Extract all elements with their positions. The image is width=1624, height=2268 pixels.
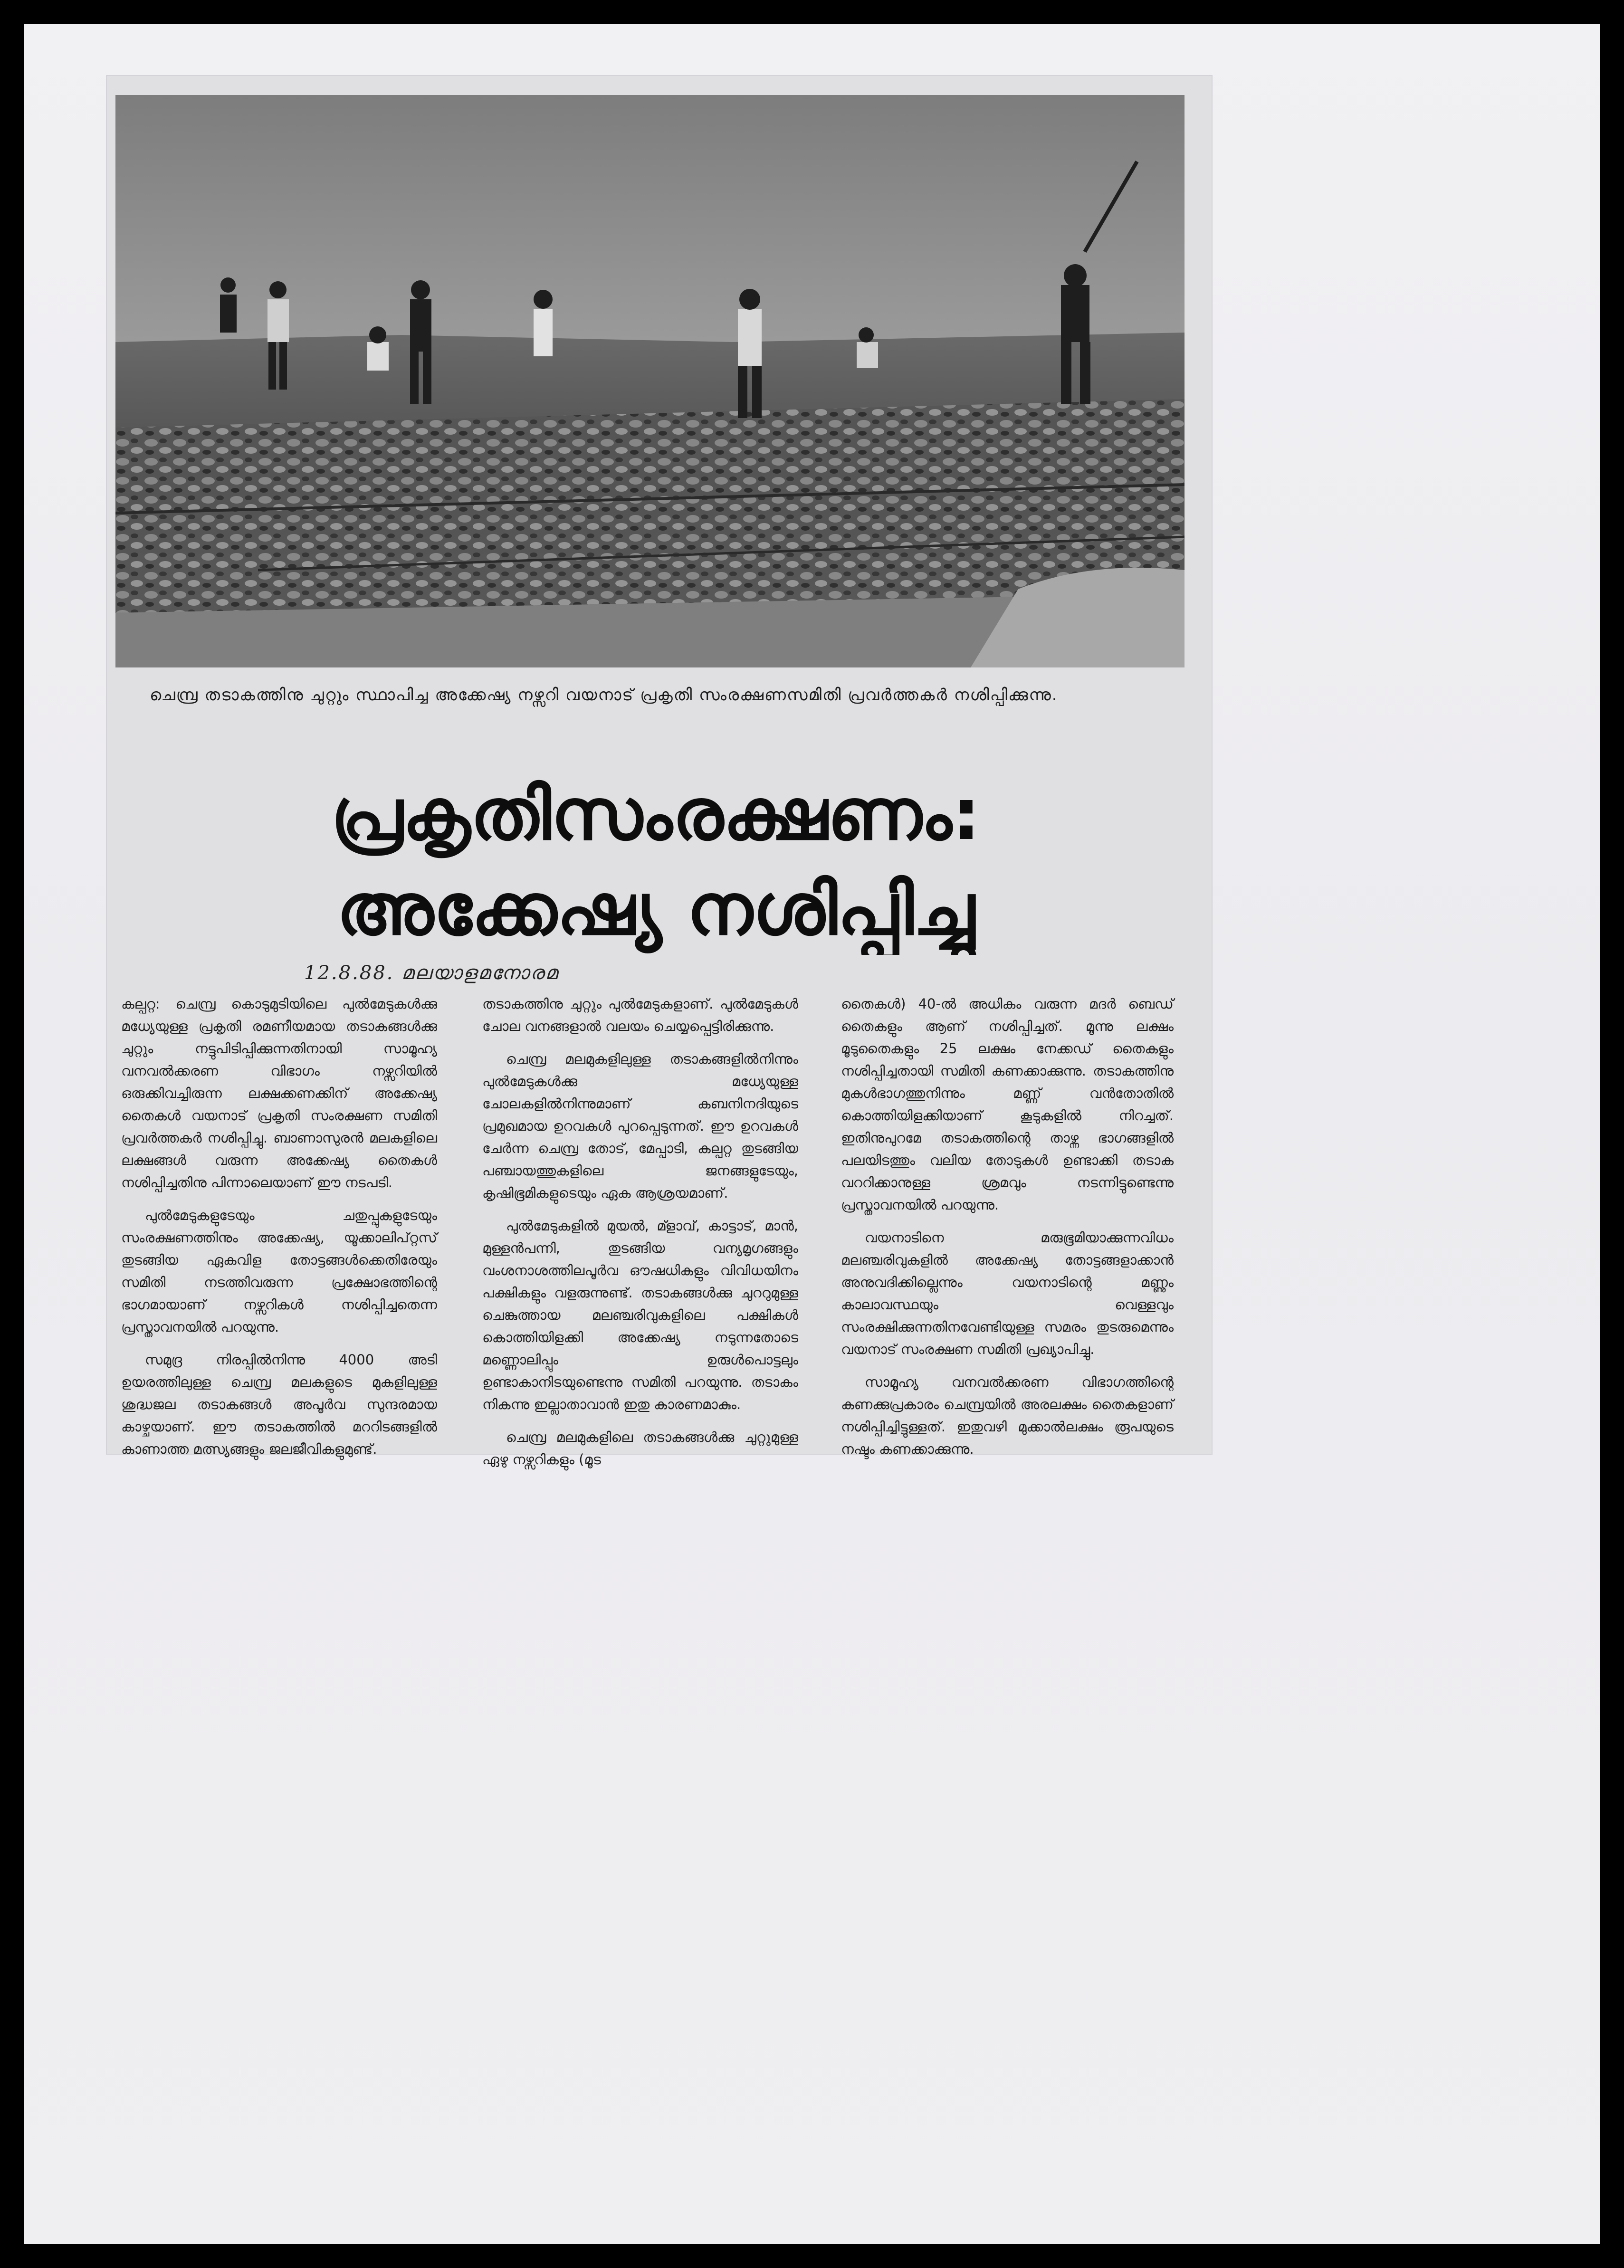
headline-line-1: പ്രകൃതിസംരക്ഷണം: <box>331 773 981 856</box>
article-paragraph: പുൽമേടുകളിൽ മുയൽ, മ്ളാവ്, കാട്ടാട്, മാൻ, മുള്ളൻപന്നി, തുടങ്ങിയ വന്യമൃഗങ്ങളും വംശനാശത്തിലപൂർവ ഔഷധികളും വിവിധയിനം പക്ഷികളും വളരുന്നുണ്ട്. തടാകങ്ങൾക്കു ചുററുമുള്ള ചെങ്കുത്തായ മലഞ്ചരിവുകളിലെ പക്ഷികൾ കൊത്തിയിളക്കി അക്കേഷ്യ നടുന്നതോടെ മണ്ണൊലിപ്പും ഉരുൾപൊട്ടലും ഉണ്ടാകാനിടയുണ്ടെന്നു സമിതി പറയുന്നു. തടാകം നികന്നു ഇല്ലാതാവാൻ ഇതു കാരണമാകും. <box>482 1218 798 1412</box>
article-paragraph: ചെമ്പ്ര മലമുകളിലുള്ള തടാകങ്ങളിൽനിന്നും പുൽമേടുകൾക്കു മധ്യേയുള്ള ചോലകളിൽനിന്നുമാണ് കബനിനദിയുടെ പ്രമുഖമായ ഉറവകൾ പുറപ്പെടുന്നത്. ഈ ഉറവകൾ ചേർന്ന ചെമ്പ്ര തോട്, മേപ്പാടി, കല്പറ്റ തുടങ്ങിയ പഞ്ചായത്തുകളിലെ ജനങ്ങളുടേയും, കൃഷിഭൂമികളുടെയും ഏക ആശ്രയമാണ്. <box>482 1051 798 1201</box>
article-paragraph: പുൽമേടുകളുടേയും ചതുപ്പുകളുടേയും സംരക്ഷണത്തിനും അക്കേഷ്യ, യൂക്കാലിപ്റ്റസ് തുടങ്ങിയ ഏകവിള തോട്ടങ്ങൾക്കെതിരേയും സമിതി നടത്തിവരുന്ന പ്രക്ഷോഭത്തിന്റെ ഭാഗമായാണ് നഴ്സറികൾ നശിപ്പിച്ചതെന്ന പ്രസ്താവനയിൽ പറയുന്നു. <box>121 1207 437 1335</box>
article-paragraph: ചെമ്പ്ര മലമുകളിലെ തടാകങ്ങൾക്കു ചുറ്റുമുള്ള ഏഴു നഴ്സറികളും (മൂട <box>482 1429 798 1468</box>
photo-caption: ചെമ്പ്ര തടാകത്തിനു ചുറ്റും സ്ഥാപിച്ച അക്കേഷ്യ നഴ്സറി വയനാട് പ്രകൃതി സംരക്ഷണസമിതി പ്രവർത്തകർ നശിപ്പിക്കുന്നു. <box>150 686 1058 705</box>
workers-field-photo <box>115 95 1185 667</box>
article-paragraph: തൈകൾ) 40-ൽ അധികം വരുന്ന മദർ ബെഡ് തൈകളും ആണ് നശിപ്പിച്ചത്. മൂന്നു ലക്ഷം മൂടുതൈകളും 25 ലക്ഷം നേക്കഡ് തൈകളും നശിപ്പിച്ചതായി സമിതി കണക്കാക്കുന്നു. തടാകത്തിനു മുകൾഭാഗത്തുനിന്നും മണ്ണ് വൻതോതിൽ കൊത്തിയിളക്കിയാണ് കൂടുകളിൽ നിറച്ചത്. ഇതിനുപുറമേ തടാകത്തിന്റെ താഴ്ന്ന ഭാഗങ്ങളിൽ പലയിടത്തും വലിയ തോടുകൾ ഉണ്ടാക്കി തടാക വററിക്കാനുള്ള ശ്രമവും നടന്നിട്ടുണ്ടെന്നു പ്രസ്താവനയിൽ പറയുന്നു. <box>841 996 1174 1213</box>
article-column-1 <box>121 993 437 1471</box>
article-paragraph: സമുദ്ര നിരപ്പിൽനിന്നു 4000 അടി ഉയരത്തിലുള്ള ചെമ്പ്ര മലകളുടെ മുകളിലുള്ള ശുദ്ധജല തടാകങ്ങൾ അപൂർവ സുന്ദരമായ കാഴ്ചയാണ്. ഈ തടാകത്തിൽ മററിടങ്ങളിൽ കാണാത്ത മത്സ്യങ്ങളും ജലജീവികളുമുണ്ട്. <box>121 1352 437 1457</box>
article-column-2 <box>482 993 798 1481</box>
headline-line-2: അക്കേഷ്യ നശിപ്പിച്ചു <box>336 868 975 951</box>
article-paragraph: കല്പറ്റ: ചെമ്പ്ര കൊടുമുടിയിലെ പുൽമേടുകൾക്കു മധ്യേയുള്ള പ്രകൃതി രമണീയമായ തടാകങ്ങൾക്കു ചുറ്റും നട്ടുപിടിപ്പിക്കുന്നതിനായി സാമൂഹ്യ വനവൽക്കരണ വിഭാഗം നഴ്സറിയിൽ ഒരുക്കിവച്ചിരുന്ന ലക്ഷക്കണക്കിന് അക്കേഷ്യ തൈകൾ വയനാട് പ്രകൃതി സംരക്ഷണ സമിതി പ്രവർത്തകർ നശിപ്പിച്ചു. ബാണാസുരൻ മലകളിലെ ലക്ഷങ്ങൾ വരുന്ന അക്കേഷ്യ തൈകൾ നശിപ്പിച്ചതിനു പിന്നാലെയാണ് ഈ നടപടി. <box>121 996 437 1191</box>
paper-sheet <box>24 24 1600 2244</box>
newspaper-clipping <box>107 76 1212 1468</box>
handwritten-date-note: 12.8.88. മലയാളമനോരമ <box>304 962 559 984</box>
article-paragraph: തടാകത്തിനു ചുറ്റും പുൽമേടുകളാണ്. പുൽമേടുകൾ ചോല വനങ്ങളാൽ വലയം ചെയ്യപ്പെട്ടിരിക്കുന്നു. <box>482 996 798 1034</box>
article-paragraph: വയനാടിനെ മരുഭൂമിയാക്കുന്നവിധം മലഞ്ചരിവുകളിൽ അക്കേഷ്യ തോട്ടങ്ങളാക്കാൻ അനുവദിക്കില്ലെന്നും വയനാടിന്റെ മണ്ണും കാലാവസ്ഥയും വെള്ളവും സംരക്ഷിക്കുന്നതിനവേണ്ടിയുള്ള സമരം തുടരുമെന്നും വയനാട് സംരക്ഷണ സമിതി പ്രഖ്യാപിച്ചു. <box>841 1229 1174 1357</box>
article-column-3 <box>841 993 1174 1471</box>
article-paragraph: സാമൂഹ്യ വനവൽക്കരണ വിഭാഗത്തിന്റെ കണക്കുപ്രകാരം ചെമ്പ്രയിൽ അരലക്ഷം തൈകളാണ് നശിപ്പിച്ചിട്ടുള്ളത്. ഇതുവഴി മുക്കാൽലക്ഷം രൂപയുടെ നഷ്ടം കണക്കാക്കുന്നു. <box>841 1374 1174 1457</box>
news-photo <box>115 95 1185 667</box>
